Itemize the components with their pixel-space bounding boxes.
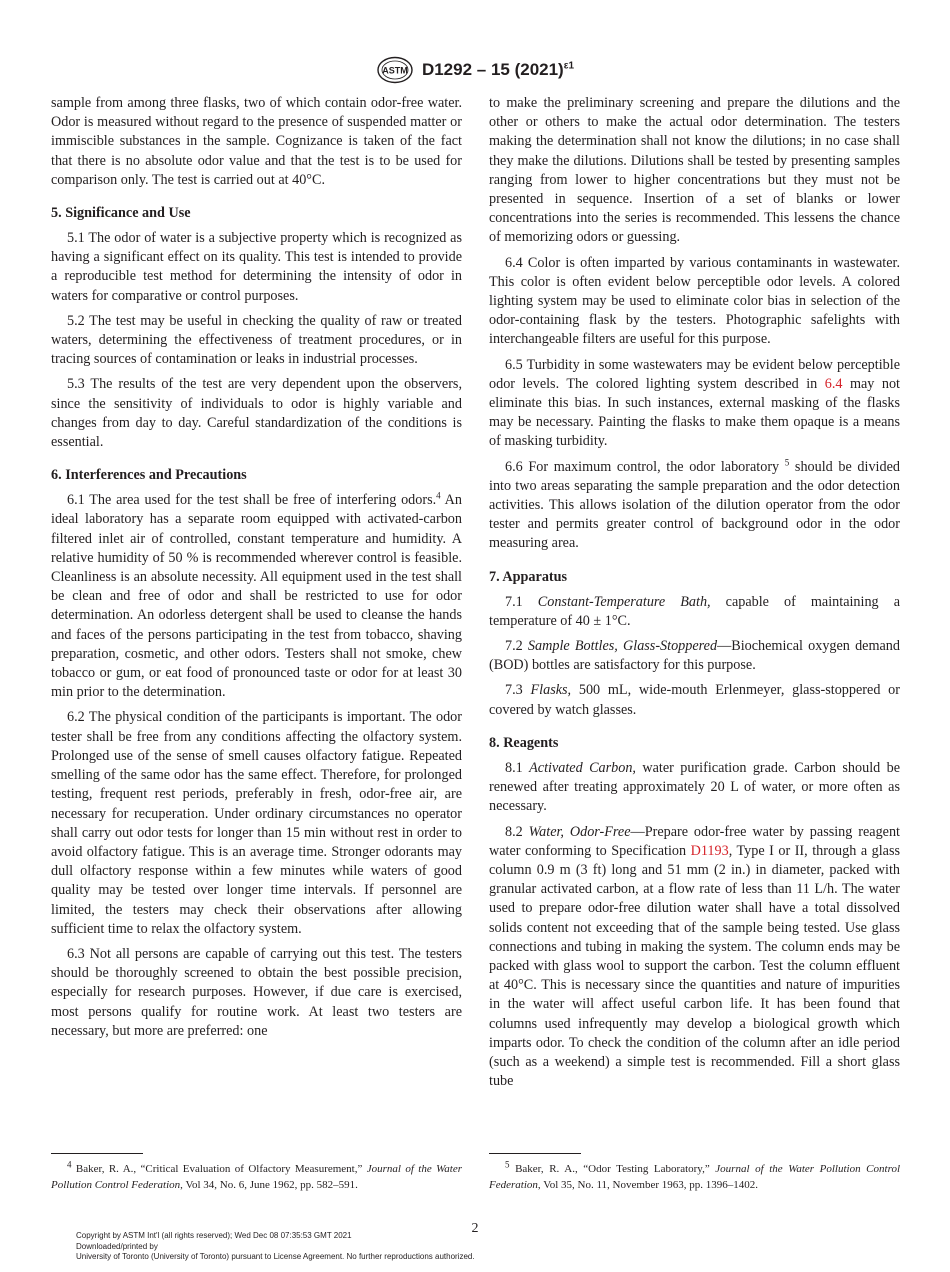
page-number: 2 — [471, 1221, 479, 1236]
page-header — [0, 56, 950, 84]
footnote-ref-4[interactable]: 4 — [436, 490, 441, 501]
footnote-4: $^4$ Baker, R. A., “Critical Evaluation of Olfactory Measurement,” Journal of the Water Pollution Control Federation, Vol 34, No. 6, June 1962, pp. 582–591. — [51, 1159, 462, 1191]
para-7-1: 7.1 Constant-Temperature Bath, capable of maintaining a temperature of 40 ± 1°C. — [489, 593, 900, 629]
copyright-notice — [76, 1231, 475, 1263]
para-6-3-continuation: to make the preliminary screening and prepare the dilutions and the other or others to make the actual odor determination. The testers making the determination shall not know the dilutions; in no case shall they make the dilutions. Dilutions shall be tested by presenting samples ranging from lower to higher concentrations but they must not be presented in sequence. Insertion of a set of blanks or lower concentrations into the series is recommended. This lessens the chance of memorizing odors or guessing. — [489, 95, 900, 246]
para-5-1: 5.1 The odor of water is a subjective property which is recognized as having a significant effect on its quality. This test is intended to provide a reproducible test method for determining the intensity of odor in waters for comparative or control purposes. — [51, 230, 462, 304]
logo-text: ASTM — [382, 65, 408, 76]
section-6-heading: 6. Interferences and Precautions — [51, 467, 247, 484]
section-8-heading: 8. Reagents — [489, 734, 559, 751]
copyright-line-1: Copyright by ASTM Int'l (all rights reserved); Wed Dec 08 07:35:53 GMT 2021 — [76, 1231, 352, 1240]
link-d1193[interactable]: D1193 — [690, 842, 729, 859]
footnote-rule-right — [489, 1153, 581, 1154]
epsilon-superscript: ε1 — [563, 60, 575, 72]
link-6-4[interactable]: 6.4 — [824, 375, 843, 392]
copyright-line-2: Downloaded/printed by — [76, 1241, 158, 1251]
designation: D1292 – 15 $(2021)^{\varepsilon 1}$ — [421, 60, 575, 79]
astm-logo — [376, 56, 414, 84]
section-5-heading: 5. Significance and Use — [51, 205, 191, 222]
para-6-6: 6.6 For maximum control, the odor laboratory $^5$ should be divided into two areas separating the sample preparation and the odor detection activities. This allows isolation of the dilution operator from the odor tester and permits greater control of background odor in the odor measuring area. — [489, 456, 900, 552]
footnote-ref-5[interactable]: 5 — [784, 456, 790, 467]
copyright-line-3: University of Toronto (University of Toronto) pursuant to License Agreement. No further reproductions authorized. — [76, 1252, 475, 1261]
para-6-3: 6.3 Not all persons are capable of carrying out this test. The testers should be thoroughly screened to obtain the best possible precision, especially for research purposes. However, if due care is exercised, most persons qualify for routine work. At least two testers are necessary, but more are preferred: one — [51, 945, 462, 1039]
para-5-2: 5.2 The test may be useful in checking the quality of raw or treated waters, determining the effectiveness of treatment procedures, or in tracing sources of contamination or leaks in industrial processes. — [51, 312, 462, 368]
para-8-1: 8.1 Activated Carbon, water purification grade. Carbon should be renewed after treating approximately 20 L of water, or more often as necessary. — [489, 759, 900, 815]
para-6-1: 6.1 The area used for the test shall be free of interfering odors.$^4$ An ideal laboratory has a separate room equipped with activated-carbon filtered inlet air of controlled, constant temperature and humidity. A relative humidity of 50 % is recommended wherever control is feasible. Cleanliness is an absolute necessity. All equipment used in the test shall be clean and free of odor and shall be restricted to use for odor determination. An odorless detergent shall be used to cleanse the hands and faces of the persons participating in the test from tobacco, shaving preparation, cosmetic, and other odors. Testers shall not smoke, chew tobacco or gum, or eat food of pronounced taste or odor for at least 30 min prior to the determination. — [51, 490, 462, 701]
para-5-3: 5.3 The results of the test are very dependent upon the observers, since the sensitivity of individuals to odor is highly variable and changes from day to day. Careful standardization of the conditions is essential. — [51, 376, 462, 451]
para-8-2: 8.2 Water, Odor-Free—Prepare odor-free water by passing reagent water conforming to Specification D1193, Type I or II, through a glass column 0.9 m (3 ft) long and 51 mm (2 in.) in diameter, packed with granular activated carbon, at a flow rate of less than 11 L/h. The water used to prepare odor-free dilution water shall have a total dissolved solids content not exceeding that of the sample being tested. Use glass connections and tubing in making the system. The column ends may be packed with glass wool to support the carbon. Test the column effluent at 40°C. This is necessary since the quantities and nature of impurities in the water will affect useful carbon life. It has been found that columns used infrequently may develop a biological growth which imparts odor. To check the condition of the column after an idle period (such as a weekend) a simple test is recommended. Fill a short glass tube — [489, 823, 900, 1090]
left-column — [51, 94, 462, 1047]
para-6-5: 6.5 Turbidity in some wastewaters may be evident below perceptible odor levels. The colored lighting system described in 6.4 may not eliminate this bias. In such instances, external masking of the flasks may be necessary. Painting the flasks to make them opaque is a means of masking turbidity. — [489, 356, 900, 450]
para-6-2: 6.2 The physical condition of the participants is important. The odor tester shall be free from any conditions affecting the olfactory system. Prolonged use of the sense of smell causes olfactory fatigue. Repeated smelling of the same odor has the same effect. Therefore, for prolonged testing, frequent rest periods, preferably in fresh, odor-free air, are necessary for recuperation. Under ordinary circumstances no operator shall carry out odor tests for longer than 15 min without rest in order to avoid olfactory fatigue. This is an average time. Stronger odorants may dull olfactory response within a few minutes while waters of good quality may be tested over longer time intervals. If personnel are limited, the testers may check their observations after allowing sufficient time to relax the olfactory system. — [51, 709, 462, 937]
footnote-rule-left — [51, 1153, 143, 1154]
para-6-4: 6.4 Color is often imparted by various contaminants in wastewater. This color is often evident below perceptible odor levels. A colored lighting system may be used to eliminate color bias in selection of the odor-containing flask by the testers. Photographic safelights with interchangeable filters are useful for this purpose. — [489, 254, 900, 348]
para-7-2: 7.2 Sample Bottles, Glass-Stoppered—Biochemical oxygen demand (BOD) bottles are satisfactory for this purpose. — [489, 638, 900, 674]
para-7-3: 7.3 Flasks, 500 mL, wide-mouth Erlenmeyer, glass-stoppered or covered by watch glasses. — [489, 682, 900, 718]
section-7-heading: 7. Apparatus — [489, 568, 568, 585]
right-column — [489, 94, 900, 1097]
intro-continuation: sample from among three flasks, two of which contain odor-free water. Odor is measured without regard to the presence of suspended matter or immiscible substances in the sample. Cognizance is taken of the fact that there is no absolute odor value and that the test is to be used for comparison only. The test is carried out at 40°C. — [51, 95, 462, 188]
footnote-5: $^5$ Baker, R. A., “Odor Testing Laboratory,” Journal of the Water Pollution Control Federation, Vol 35, No. 11, November 1963, pp. 1396–1402. — [489, 1159, 900, 1191]
